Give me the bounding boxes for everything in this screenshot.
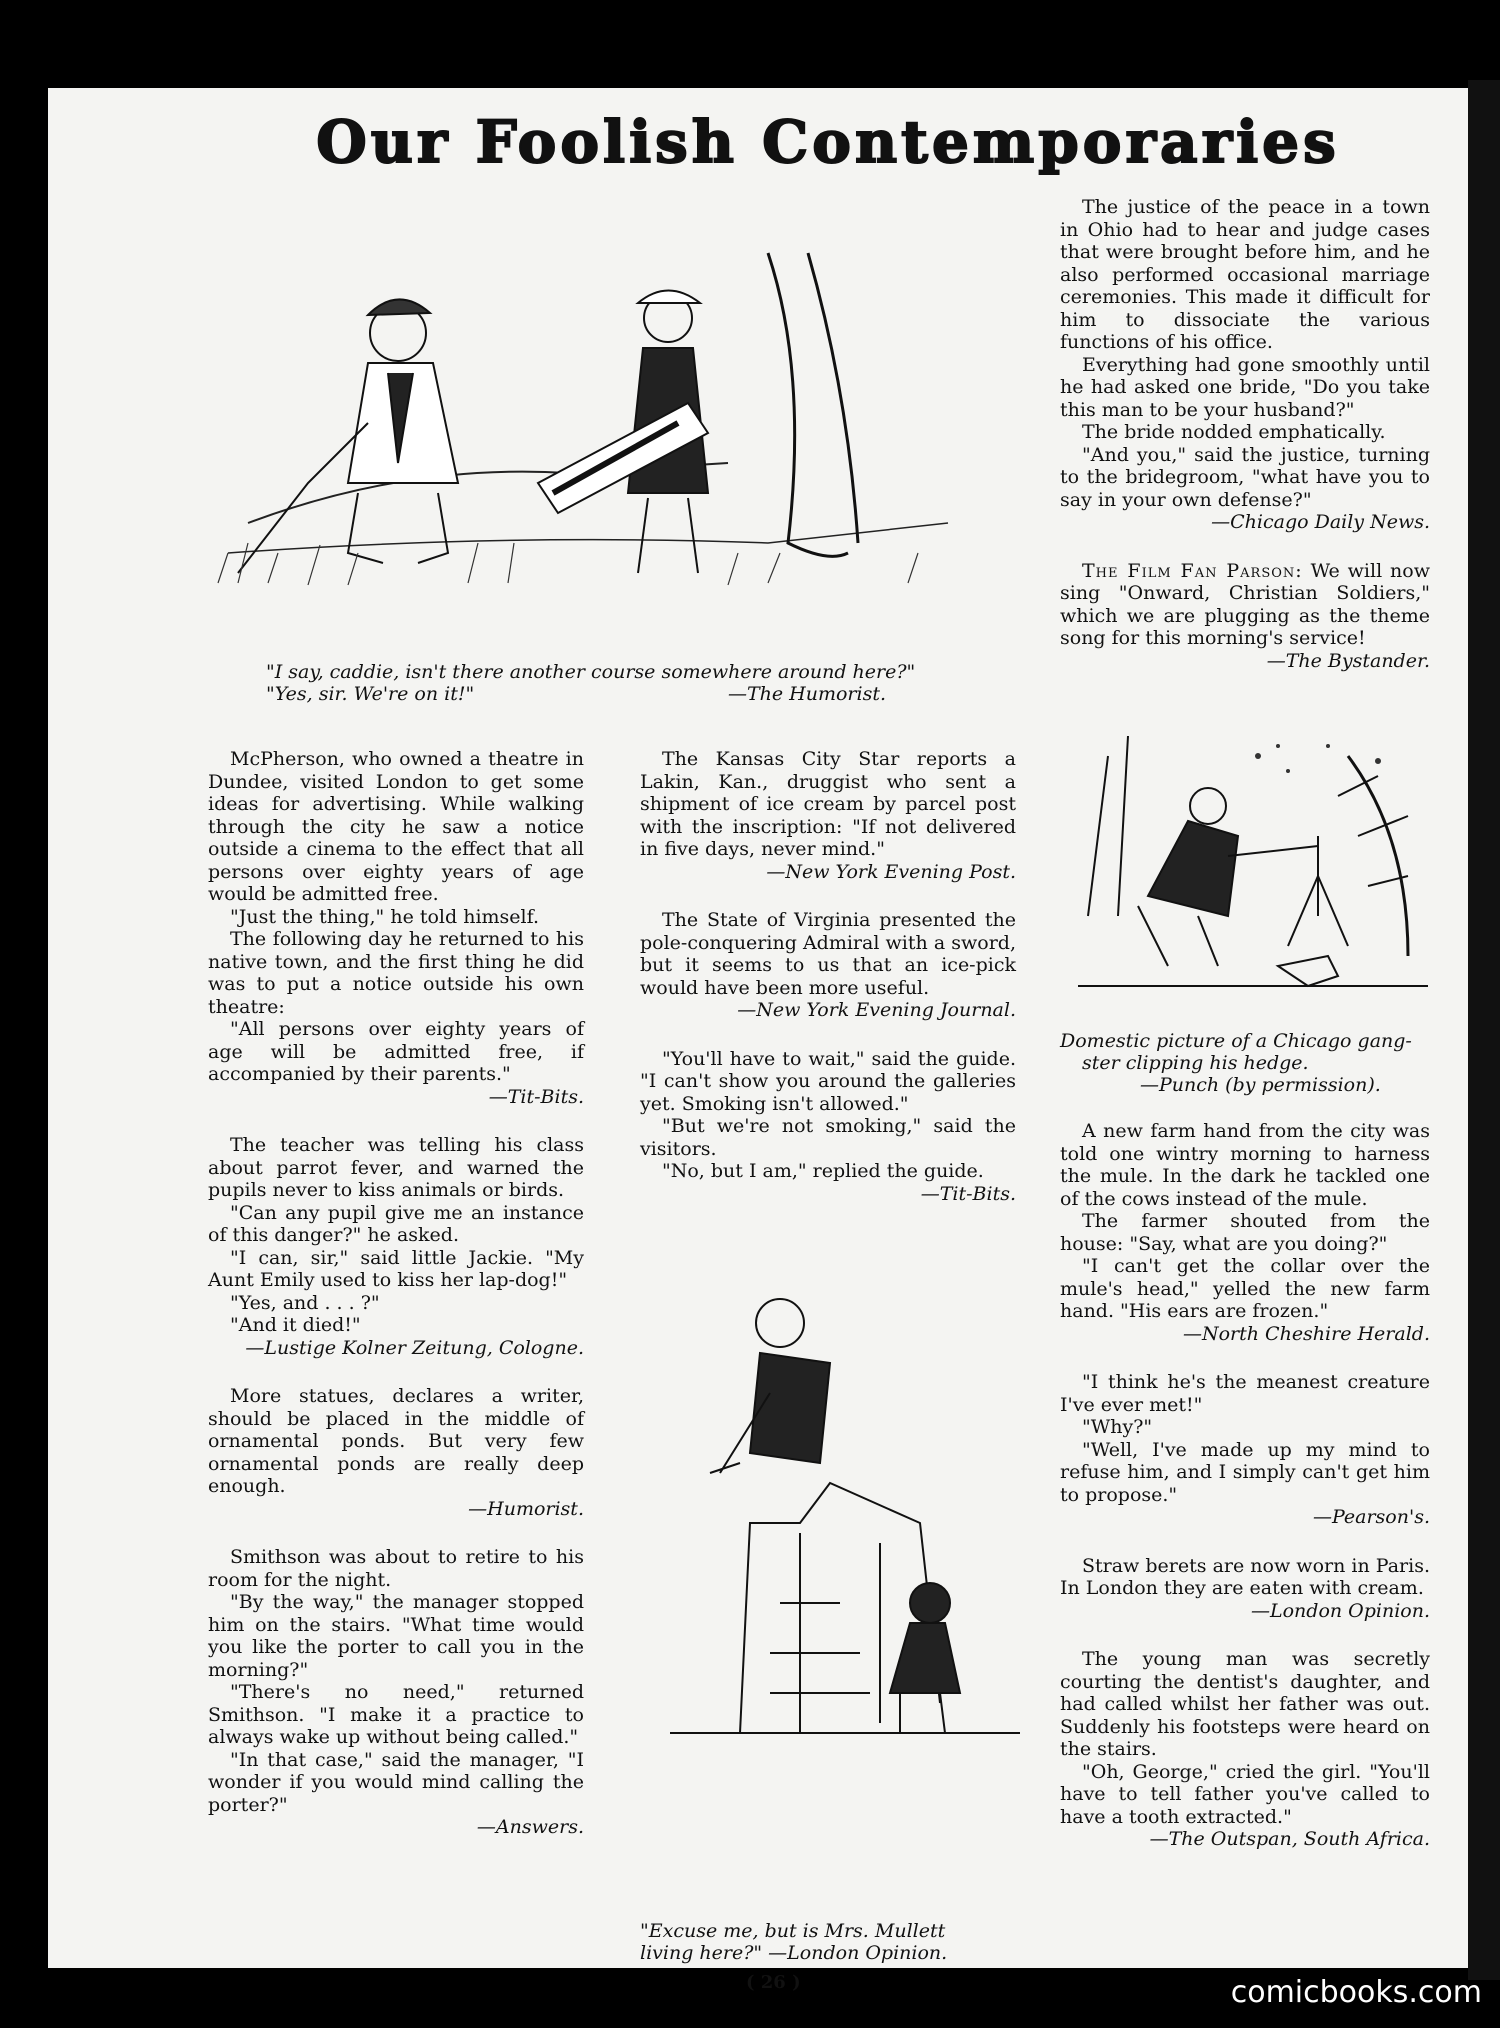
ruins-caption: "Excuse me, but is Mrs. Mullett living here?" —London Opinion.: [640, 1920, 948, 1964]
source-attribution: —The Outspan, South Africa.: [1149, 1828, 1430, 1850]
paragraph: The bride nodded emphatically.: [1082, 421, 1386, 443]
paragraph: Everything had gone smoothly until he had asked one bride, "Do you take this man to be your husband?": [1060, 353, 1430, 421]
golf-cartoon-caption: "I say, caddie, isn't there another course somewhere around here?" "Yes, sir. We're on it!" —The Humorist.: [266, 661, 916, 705]
column-right-top: [1060, 196, 1430, 672]
source-attribution: —The Bystander.: [1266, 649, 1430, 672]
paragraph: "Just the thing," he told himself.: [230, 905, 540, 928]
paragraph: The farmer shouted from the house: "Say, what are you doing?": [1060, 1210, 1430, 1255]
paragraph: "Well, I've made up my mind to refuse him, and I simply can't get him to propose.": [1060, 1438, 1430, 1506]
paragraph: "In that case," said the manager, "I wonder if you would mind calling the porter?": [208, 1748, 584, 1816]
paragraph: "You'll have to wait," said the guide. "I can't show you around the galleries yet. Smoking isn't allowed.": [640, 1047, 1016, 1115]
gangster-cartoon-caption: Domestic picture of a Chicago gang- ster clipping his hedge. —Punch (by permission).: [1060, 1030, 1412, 1096]
paragraph: "Yes, and . . . ?": [230, 1291, 380, 1314]
paragraph: Smithson was about to retire to his room for the night.: [208, 1546, 584, 1591]
ruins-cartoon: [660, 1273, 1030, 1743]
source-attribution: —Pearson's.: [1312, 1506, 1430, 1528]
column-middle: [640, 748, 1016, 1205]
column-left: [208, 748, 584, 1839]
paragraph: "I think he's the meanest creature I've ever met!": [1060, 1371, 1430, 1416]
source-attribution: —Chicago Daily News.: [1211, 511, 1430, 533]
source-attribution: —Answers.: [476, 1816, 584, 1838]
source-attribution: —Tit-Bits.: [488, 1085, 584, 1108]
paragraph: "By the way," the manager stopped him on the stairs. "What time would you like the porter to call you in the morning?": [208, 1591, 584, 1681]
paragraph: "No, but I am," replied the guide.: [662, 1160, 984, 1182]
paragraph: "And it died!": [230, 1314, 361, 1336]
paragraph: McPherson, who owned a theatre in Dundee, visited London to get some ideas for advertising. While walking through the city he saw a notice outside a cinema to the effect that all persons over eighty years of age would be admitted free.: [208, 748, 584, 905]
paragraph: "Can any pupil give me an instance of this danger?" he asked.: [208, 1201, 584, 1246]
paragraph: The justice of the peace in a town in Ohio had to hear and judge cases that were brought before him, and he also performed occasional marriage ceremonies. This made it difficult for him to dissociate the various functions of his office.: [1060, 196, 1430, 353]
paragraph: [1060, 560, 1430, 650]
column-right-bottom: [1060, 1120, 1430, 1851]
paragraph: "Oh, George," cried the girl. "You'll have to tell father you've called to have a tooth extracted.": [1060, 1760, 1430, 1828]
paragraph: The State of Virginia presented the pole-conquering Admiral with a sword, but it seems to us that an ice-pick would have been more useful.: [640, 909, 1016, 999]
source-attribution: —Tit-Bits.: [920, 1182, 1016, 1205]
page-number: ( 26 ): [746, 1972, 801, 1993]
source-attribution: —New York Evening Journal.: [737, 999, 1016, 1021]
paragraph: "But we're not smoking," said the visitors.: [640, 1115, 1016, 1160]
source-attribution: —North Cheshire Herald.: [1182, 1322, 1430, 1345]
source-attribution: —London Opinion.: [1250, 1599, 1430, 1622]
source-attribution: —New York Evening Post.: [766, 860, 1016, 883]
site-watermark: comicbooks.com: [1230, 1975, 1482, 2010]
paragraph-text: We will now sing "Onward, Christian Soldiers," which we are plugging as the theme song for this morning's service!: [1060, 559, 1430, 649]
lead-in: The Film Fan Parson:: [1082, 559, 1303, 582]
paragraph: "Why?": [1082, 1416, 1153, 1438]
page-title: Our Foolish Contemporaries: [316, 108, 1340, 176]
gangster-cartoon: [1078, 716, 1428, 1006]
paragraph: The teacher was telling his class about parrot fever, and warned the pupils never to kiss animals or birds.: [208, 1134, 584, 1201]
paragraph: "And you," said the justice, turning to the bridegroom, "what have you to say in your own defense?": [1060, 443, 1430, 511]
source-attribution: —Humorist.: [468, 1497, 584, 1520]
magazine-page: [48, 88, 1468, 1993]
paragraph: More statues, declares a writer, should be placed in the middle of ornamental ponds. But very few ornamental ponds are really deep enough.: [208, 1385, 584, 1497]
paragraph: "All persons over eighty years of age will be admitted free, if accompanied by their parents.": [208, 1018, 584, 1085]
paragraph: The following day he returned to his native town, and the first thing he did was to put a notice outside his own theatre:: [208, 928, 584, 1018]
paragraph: The young man was secretly courting the dentist's daughter, and had called whilst her father was out. Suddenly his footsteps were heard on the stairs.: [1060, 1648, 1430, 1760]
book-spine: [1468, 80, 1500, 1980]
paragraph: "I can, sir," said little Jackie. "My Aunt Emily used to kiss her lap-dog!": [208, 1246, 584, 1291]
paragraph: A new farm hand from the city was told one wintry morning to harness the mule. In the dark he tackled one of the cows instead of the mule.: [1060, 1120, 1430, 1210]
paragraph: "There's no need," returned Smithson. "I make it a practice to always wake up without being called.": [208, 1681, 584, 1748]
paragraph: The Kansas City Star reports a Lakin, Kan., druggist who sent a shipment of ice cream by parcel post with the inscription: "If not delivered in five days, never mind.": [640, 748, 1016, 860]
golf-cartoon: [208, 223, 988, 623]
paragraph: "I can't get the collar over the mule's head," yelled the new farm hand. "His ears are frozen.": [1060, 1255, 1430, 1322]
paragraph: Straw berets are now worn in Paris. In London they are eaten with cream.: [1060, 1554, 1430, 1599]
source-attribution: —Lustige Kolner Zeitung, Cologne.: [245, 1336, 584, 1359]
